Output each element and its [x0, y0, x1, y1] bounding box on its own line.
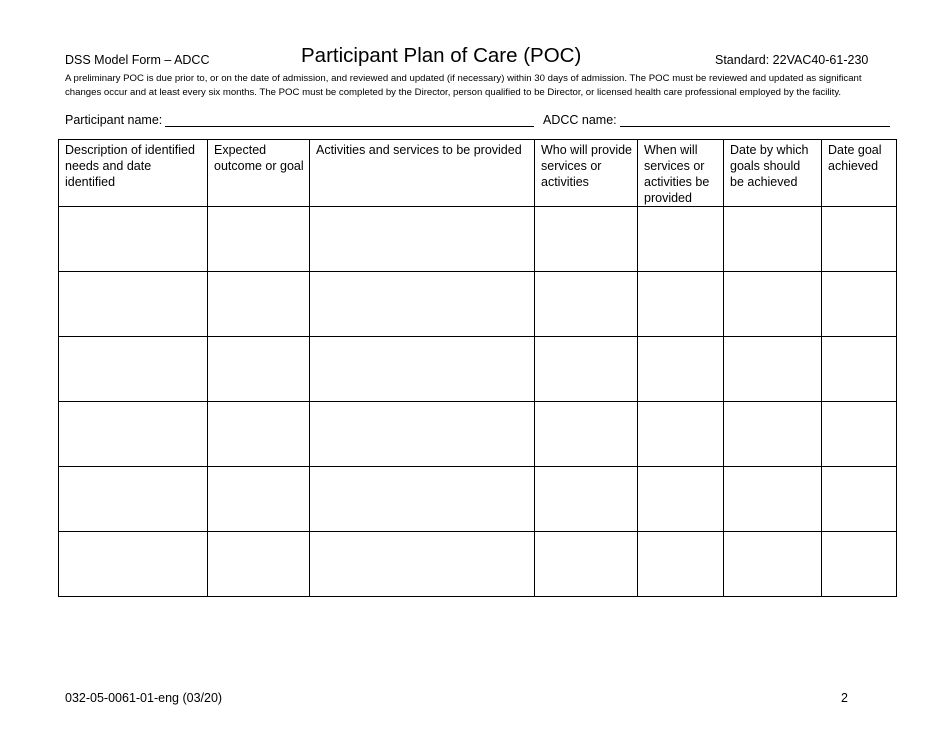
table-cell[interactable] — [822, 337, 897, 402]
column-header-needs: Description of identified needs and date identified — [59, 140, 208, 207]
table-cell[interactable] — [535, 467, 638, 532]
table-cell[interactable] — [59, 207, 208, 272]
instructions-line-2: changes occur and at least every six months. The POC must be completed by the Director, person qualified to be Director, or licensed health care professional employed by the facility. — [65, 86, 842, 98]
table-cell[interactable] — [822, 532, 897, 597]
column-header-outcome: Expected outcome or goal — [208, 140, 310, 207]
table-cell[interactable] — [822, 207, 897, 272]
adcc-name-field — [543, 113, 890, 127]
table-header-row — [59, 140, 897, 207]
table-row — [59, 402, 897, 467]
table-cell[interactable] — [724, 402, 822, 467]
table-cell[interactable] — [638, 532, 724, 597]
table-cell[interactable] — [535, 402, 638, 467]
table-cell[interactable] — [535, 207, 638, 272]
table-cell[interactable] — [638, 207, 724, 272]
table-row — [59, 532, 897, 597]
table-cell[interactable] — [822, 467, 897, 532]
table-cell[interactable] — [822, 402, 897, 467]
table-cell[interactable] — [59, 402, 208, 467]
table-cell[interactable] — [638, 467, 724, 532]
table-row — [59, 337, 897, 402]
table-cell[interactable] — [59, 337, 208, 402]
column-header-activities: Activities and services to be provided — [310, 140, 535, 207]
table-cell[interactable] — [59, 467, 208, 532]
participant-name-input[interactable] — [165, 114, 534, 127]
table-cell[interactable] — [208, 272, 310, 337]
table-row — [59, 207, 897, 272]
column-header-provider: Who will provide services or activities — [535, 140, 638, 207]
table-row — [59, 467, 897, 532]
table-cell[interactable] — [310, 532, 535, 597]
table-cell[interactable] — [208, 207, 310, 272]
table-cell[interactable] — [59, 532, 208, 597]
table-cell[interactable] — [208, 532, 310, 597]
column-header-when: When will services or activities be provided — [638, 140, 724, 207]
table-cell[interactable] — [208, 467, 310, 532]
plan-of-care-table — [58, 139, 897, 597]
table-cell[interactable] — [535, 337, 638, 402]
standard-reference: Standard: 22VAC40-61-230 — [715, 53, 869, 67]
table-row — [59, 272, 897, 337]
column-header-achieved-date: Date goal achieved — [822, 140, 897, 207]
form-label: DSS Model Form – ADCC — [65, 53, 210, 67]
table-cell[interactable] — [724, 532, 822, 597]
page-title: Participant Plan of Care (POC) — [301, 44, 582, 67]
form-code: 032-05-0061-01-eng (03/20) — [65, 691, 223, 705]
table-cell[interactable] — [535, 272, 638, 337]
table-cell[interactable] — [724, 207, 822, 272]
table-cell[interactable] — [638, 402, 724, 467]
adcc-name-label: ADCC name: — [543, 113, 617, 127]
table-cell[interactable] — [535, 532, 638, 597]
table-cell[interactable] — [59, 272, 208, 337]
table-cell[interactable] — [310, 337, 535, 402]
table-cell[interactable] — [310, 272, 535, 337]
table-cell[interactable] — [208, 402, 310, 467]
table-cell[interactable] — [638, 272, 724, 337]
column-header-target-date: Date by which goals should be achieved — [724, 140, 822, 207]
participant-name-field — [65, 113, 534, 127]
table-cell[interactable] — [724, 467, 822, 532]
table-cell[interactable] — [724, 272, 822, 337]
instructions-line-1: A preliminary POC is due prior to, or on the date of admission, and reviewed and updated (if necessary) within 30 days of admission. The POC must be reviewed and updated as significant — [65, 73, 862, 84]
table-cell[interactable] — [310, 467, 535, 532]
participant-name-label: Participant name: — [65, 113, 163, 127]
table-cell[interactable] — [310, 402, 535, 467]
instructions-text — [65, 72, 895, 99]
adcc-name-input[interactable] — [620, 114, 890, 127]
table-cell[interactable] — [638, 337, 724, 402]
table-cell[interactable] — [822, 272, 897, 337]
table-cell[interactable] — [310, 207, 535, 272]
table-cell[interactable] — [208, 337, 310, 402]
table-cell[interactable] — [724, 337, 822, 402]
page-number: 2 — [841, 691, 848, 705]
